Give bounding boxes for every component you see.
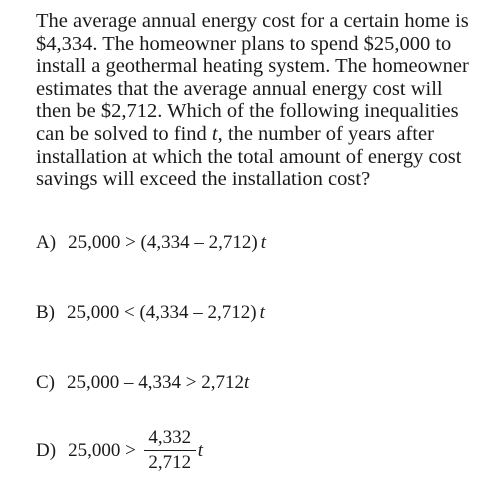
question-line-8: savings will exceed the installation cost?: [36, 168, 371, 191]
choice-a-expression: 25,000 > (4,334 – 2,712): [68, 232, 258, 253]
choice-a-variable: t: [260, 232, 266, 253]
choice-d-letter: D): [36, 439, 57, 461]
question-text: [36, 10, 482, 191]
choice-b-variable: t: [259, 302, 265, 323]
question-line-4: estimates that the average annual energy cost will: [36, 77, 443, 100]
choice-d-expression: 25,000 >: [68, 439, 136, 461]
fraction-bar: [144, 450, 196, 451]
choice-d[interactable]: [36, 427, 203, 474]
choice-d-numerator: 4,332: [148, 427, 192, 448]
choice-c[interactable]: [36, 372, 249, 394]
choice-c-variable: t: [243, 372, 250, 393]
question-line-1: The average annual energy cost for a certain home is: [36, 10, 469, 32]
choice-d-variable: t: [197, 439, 204, 461]
question-line-3: install a geothermal heating system. The homeowner: [36, 55, 469, 78]
question-line-6-end: , the number of years after: [217, 122, 434, 145]
choice-b-letter: B): [36, 302, 55, 323]
choice-a-letter: A): [36, 232, 57, 253]
choice-b-expression: 25,000 < (4,334 – 2,712): [67, 302, 257, 323]
choice-c-expression: 25,000 – 4,334 > 2,712: [67, 372, 244, 393]
question-variable-t: t: [211, 122, 218, 145]
choice-d-fraction: [144, 427, 196, 474]
choice-d-denominator: 2,712: [148, 452, 192, 474]
question-line-6-start: can be solved to find: [36, 122, 212, 145]
choice-b[interactable]: [36, 302, 265, 324]
question-line-2: $4,334. The homeowner plans to spend $25,000 to: [36, 32, 452, 55]
question-line-5: then be $2,712. Which of the following inequalities: [36, 100, 459, 123]
question-line-7: installation at which the total amount of energy cost: [36, 145, 462, 168]
choice-a[interactable]: [36, 232, 266, 254]
choice-c-letter: C): [36, 372, 55, 393]
